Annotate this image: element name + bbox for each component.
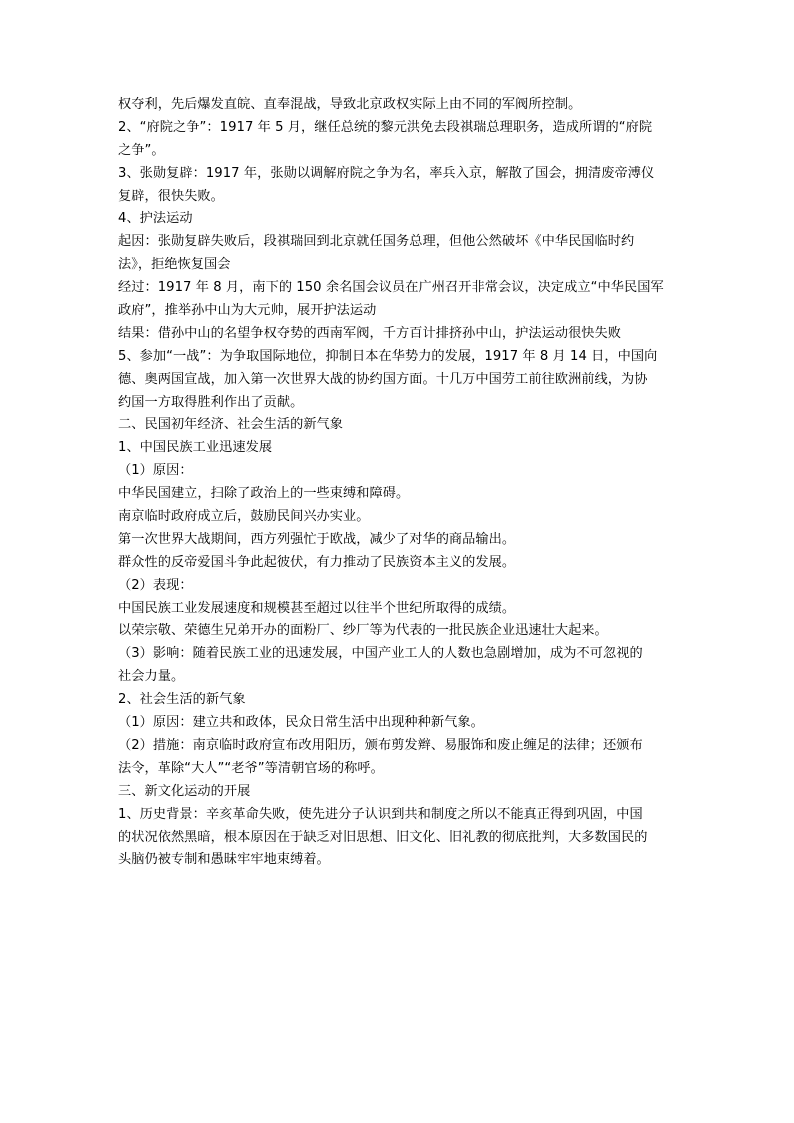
text-line: 之争”。 [118, 142, 165, 158]
text-line: 中华民国建立，扫除了政治上的一些束缚和障碍。 [118, 486, 410, 502]
text-line: 社会力量。 [118, 669, 185, 685]
text-line: 以荣宗敬、荣德生兄弟开办的面粉厂、纱厂等为代表的一批民族企业迅速壮大起来。 [118, 623, 608, 639]
text-line: 约国一方取得胜利作出了贡献。 [118, 394, 304, 410]
document-body [118, 94, 678, 872]
text-line: 法》，拒绝恢复国会 [118, 257, 231, 273]
text-line: 3、张勋复辟：1917 年，张勋以调解府院之争为名，率兵入京，解散了国会，拥清废帝溥仪 [118, 165, 655, 181]
text-line: 政府”，推举孙中山为大元帅，展开护法运动 [118, 303, 377, 319]
text-line: 德、奥两国宣战，加入第一次世界大战的协约国方面。十几万中国劳工前往欧洲前线，为协 [118, 371, 648, 387]
text-line: 的状况依然黑暗，根本原因在于缺乏对旧思想、旧文化、旧礼教的彻底批判，大多数国民的 [118, 829, 648, 845]
text-line: 南京临时政府成立后，鼓励民间兴办实业。 [118, 509, 370, 525]
text-line: 头脑仍被专制和愚昧牢牢地束缚着。 [118, 852, 330, 868]
text-line: 权夺利，先后爆发直皖、直奉混战，导致北京政权实际上由不同的军阀所控制。 [118, 97, 582, 112]
text-line: 1、历史背景：辛亥革命失败，使先进分子认识到共和制度之所以不能真正得到巩固，中国 [118, 806, 643, 822]
text-line: 结果：借孙中山的名望争权夺势的西南军阀，千方百计排挤孙中山，护法运动很快失败 [118, 325, 622, 341]
text-line: 4、护法运动 [118, 211, 193, 227]
text-line: （2）表现： [118, 577, 193, 593]
text-line: 法令，革除“大人”“老爷”等清朝官场的称呼。 [118, 760, 384, 776]
text-line: 第一次世界大战期间，西方列强忙于欧战，减少了对华的商品输出。 [118, 531, 516, 547]
text-line: （1）原因： [118, 463, 193, 479]
text-line: 群众性的反帝爱国斗争此起彼伏，有力推动了民族资本主义的发展。 [118, 554, 516, 570]
text-line: 三、新文化运动的开展 [118, 783, 251, 799]
text-line: （1）原因：建立共和政体，民众日常生活中出现种种新气象。 [118, 715, 484, 731]
text-line: 5、参加“一战”：为争取国际地位，抑制日本在华势力的发展，1917 年 8 月 14 日，中国向 [118, 348, 658, 364]
text-line: 中国民族工业发展速度和规模甚至超过以往半个世纪所取得的成绩。 [118, 600, 516, 616]
text-line: 起因：张勋复辟失败后，段祺瑞回到北京就任国务总理，但他公然破坏《中华民国临时约 [118, 234, 635, 250]
text-line: （3）影响：随着民族工业的迅速发展，中国产业工人的人数也急剧增加，成为不可忽视的 [118, 646, 643, 662]
text-line: 复辟，很快失败。 [118, 188, 224, 204]
text-line: 1、中国民族工业迅速发展 [118, 440, 273, 456]
text-line: （2）措施：南京临时政府宣布改用阳历，颁布剪发辫、易服饰和废止缠足的法律；还颁布 [118, 737, 643, 753]
text-line: 经过：1917 年 8 月，南下的 150 余名国会议员在广州召开非常会议，决定成立“中华民国军 [118, 280, 664, 296]
text-line: 二、民国初年经济、社会生活的新气象 [118, 417, 344, 433]
text-line: 2、社会生活的新气象 [118, 692, 246, 708]
text-line: 2、“府院之争”：1917 年 5 月，继任总统的黎元洪免去段祺瑞总理职务，造成所谓的“府院 [118, 119, 653, 135]
